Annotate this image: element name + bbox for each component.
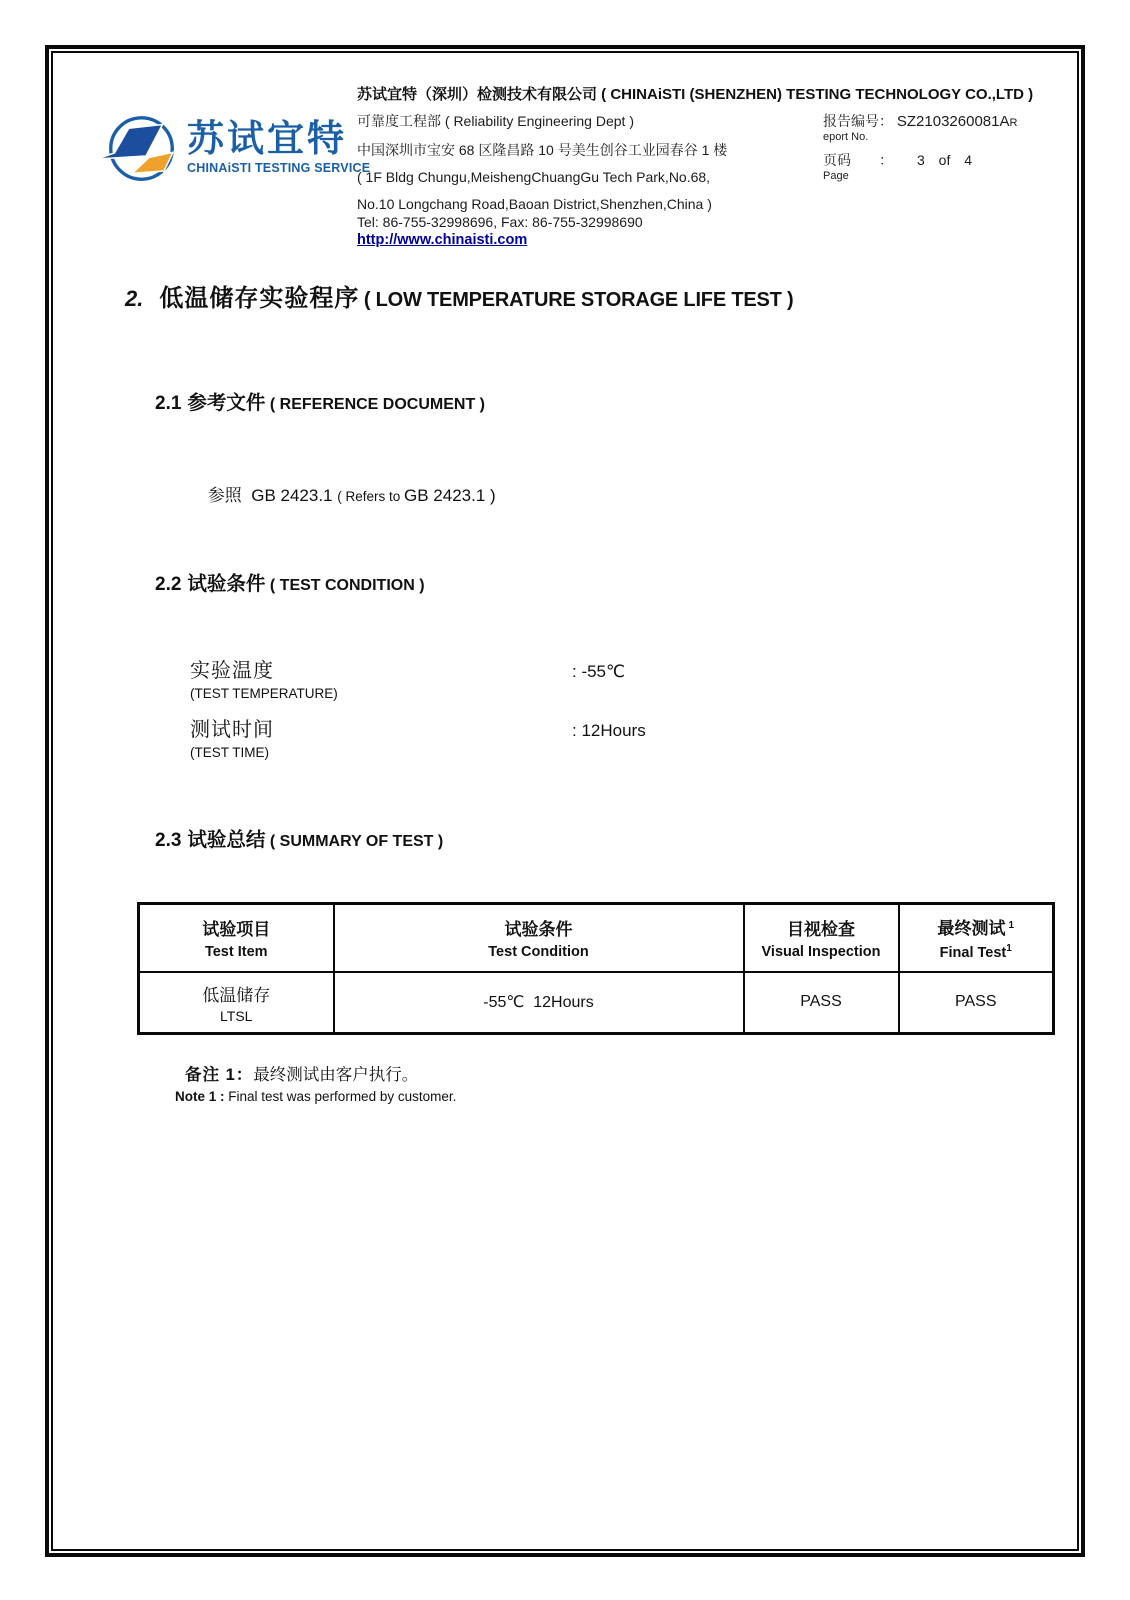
cell-test-condition	[334, 972, 744, 1034]
reference-refers-to: ( Refers to	[337, 489, 405, 504]
note-block	[95, 1061, 1047, 1104]
header-final-test	[899, 904, 1054, 972]
condition-row-time	[95, 713, 1047, 760]
table-row-ltsl	[139, 972, 1054, 1034]
report-no-wrap-char: R	[1009, 117, 1018, 129]
reference-body	[190, 463, 1047, 524]
cell-final-test	[899, 972, 1054, 1034]
note-text-cn: 最终测试由客户执行。	[253, 1066, 419, 1084]
header-test-condition	[334, 904, 744, 972]
note-label-cn: 备注 1：	[185, 1066, 254, 1084]
final-test-result: PASS	[955, 993, 997, 1011]
report-no-value: SZ2103260081A	[896, 113, 1010, 130]
note-line-cn	[185, 1061, 1047, 1085]
heading-en: ( SUMMARY OF TEST )	[269, 833, 444, 850]
report-no-label-cn: 报告编号：	[823, 113, 893, 129]
report-no-line	[823, 111, 1017, 131]
heading-number: 2.1	[155, 393, 182, 414]
heading-en: ( TEST CONDITION )	[269, 577, 425, 594]
cell-test-item	[139, 972, 334, 1034]
page-border-frame	[45, 45, 1085, 1557]
department-line: 可靠度工程部 ( Reliability Engineering Dept )	[357, 113, 634, 129]
report-meta	[823, 111, 1017, 248]
note-label-en: Note 1 :	[175, 1089, 225, 1104]
address-en-line1: ( 1F Bldg Chungu,MeishengChuangGu Tech Park,No.68,	[357, 169, 711, 185]
website-link[interactable]: http://www.chinaisti.com	[357, 232, 528, 248]
test-condition-value: -55℃ 12Hours	[483, 994, 594, 1012]
note-ref-sup: 1	[1006, 943, 1012, 955]
section-title-cn: 低温储存实验程序	[159, 285, 360, 312]
header-cn: 目视检查	[787, 920, 855, 940]
logo-name-en: CHINAiSTI TESTING SERVICE	[187, 160, 371, 175]
section-number: 2.	[125, 286, 144, 311]
page-border-frame-inner	[51, 51, 1079, 1551]
header-cn: 试验条件	[504, 920, 573, 940]
condition-label-en: (TEST TIME)	[190, 745, 270, 760]
heading-reference-document	[155, 387, 1047, 415]
condition-label-cn: 实验温度	[190, 660, 274, 682]
tel-fax-line: Tel: 86-755-32998696, Fax: 86-755-32998690	[357, 214, 643, 230]
test-item-cn: 低温储存	[202, 985, 271, 1005]
condition-label-en: (TEST TEMPERATURE)	[190, 686, 338, 701]
section-title-en: ( LOW TEMPERATURE STORAGE LIFE TEST )	[363, 289, 794, 311]
header-en: Final Test$^1$	[939, 943, 1012, 962]
report-no-label-en: eport No.	[823, 131, 869, 143]
summary-table	[137, 902, 1055, 1035]
condition-value: : 12Hours	[572, 721, 646, 740]
header-en: Visual Inspection	[761, 944, 881, 961]
cell-visual-inspection	[744, 972, 899, 1034]
table-header-row	[139, 904, 1054, 972]
report-header	[95, 83, 1047, 248]
heading-cn: 试验条件	[187, 573, 266, 595]
test-item-en: LTSL	[220, 1007, 253, 1024]
test-condition-block	[95, 654, 1047, 760]
header-en: Test Condition	[488, 944, 589, 961]
note-line-en	[175, 1089, 1047, 1104]
page-colon: ：	[879, 152, 893, 168]
heading-en: ( REFERENCE DOCUMENT )	[269, 396, 485, 413]
report-page	[53, 53, 1077, 1104]
note-text-en: Final test was performed by customer.	[224, 1089, 457, 1104]
page-label-en: Page	[823, 170, 849, 182]
heading-number: 2.3	[155, 830, 182, 851]
logo-name-cn: 苏试宜特	[187, 118, 347, 160]
page-number-line	[823, 150, 1017, 170]
heading-test-condition	[155, 568, 1047, 596]
heading-cn: 试验总结	[187, 829, 266, 851]
website-link-line	[357, 231, 819, 248]
header-cn: 试验项目	[202, 920, 271, 940]
header-cn: 最终测试 $^1$	[937, 919, 1015, 939]
heading-number: 2.2	[155, 574, 182, 595]
visual-inspection-result: PASS	[800, 993, 842, 1011]
reference-standard: 参照 GB 2423.1	[207, 486, 338, 505]
reference-standard-en: GB 2423.1 )	[404, 486, 496, 505]
section-title	[125, 278, 1047, 313]
company-logo	[95, 103, 371, 191]
condition-row-temperature	[95, 654, 1047, 701]
header-visual-inspection	[744, 904, 899, 972]
company-name: 苏试宜特（深圳）检测技术有限公司 ( CHINAiSTI (SHENZHEN) TESTING TECHNOLOGY CO.,LTD )	[357, 86, 1034, 103]
heading-summary-of-test	[155, 824, 1047, 852]
address-cn: 中国深圳市宝安 68 区隆昌路 10 号美生创谷工业园春谷 1 楼	[357, 142, 728, 158]
header-test-item	[139, 904, 334, 972]
heading-cn: 参考文件	[187, 392, 266, 414]
condition-value: : -55℃	[572, 662, 626, 681]
note-ref-sup: 1	[1008, 919, 1015, 931]
page-label-cn: 页码	[823, 152, 851, 168]
address-en-line2: No.10 Longchang Road,Baoan District,Shenzhen,China )	[357, 196, 712, 212]
page-number-value: 3 of 4	[917, 152, 973, 168]
header-en: Test Item	[204, 944, 268, 961]
condition-label-cn: 测试时间	[190, 719, 274, 741]
logo-swoosh-icon	[95, 103, 179, 191]
